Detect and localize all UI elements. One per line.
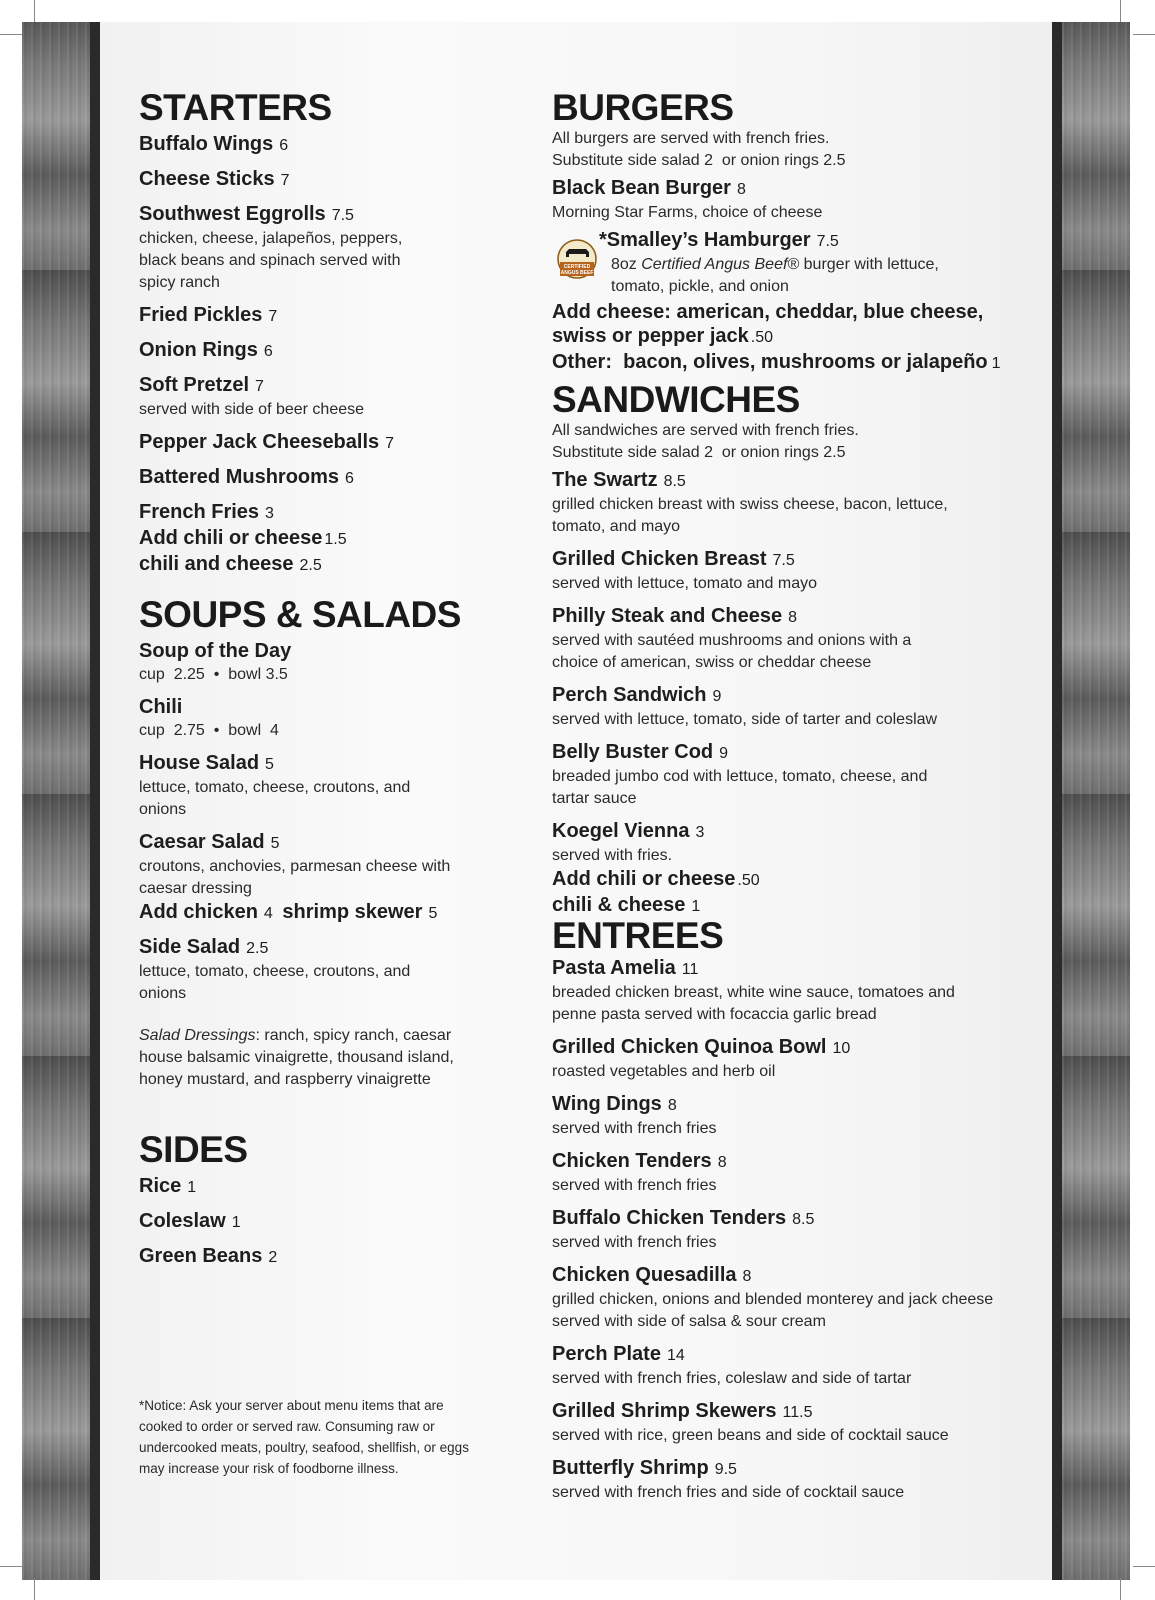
- item-price: 5: [265, 756, 274, 773]
- menu-item: [552, 1456, 1012, 1504]
- item-description: grilled chicken breast with swiss cheese, bacon, lettuce, tomato, and mayo: [552, 496, 948, 535]
- item-description: grilled chicken, onions and blended monterey and jack cheese served with side of salsa & sour cream: [552, 1291, 994, 1330]
- item-price: 1: [231, 1214, 241, 1231]
- item-description: served with french fries, coleslaw and side of tartar: [552, 1370, 912, 1387]
- item-description: served with french fries: [552, 1177, 717, 1194]
- item-description: served with french fries: [552, 1120, 717, 1137]
- item-description: served with side of beer cheese: [139, 401, 365, 418]
- item-description: [599, 254, 971, 298]
- menu-item: [552, 1206, 1012, 1254]
- section-note: Substitute side salad 2 or onion rings 2.5: [552, 444, 846, 461]
- item-price: 11: [681, 961, 699, 978]
- item-name: Side Salad: [139, 936, 241, 958]
- menu-item: [552, 819, 1012, 867]
- item-name: Coleslaw: [139, 1210, 226, 1232]
- section-title: BURGERS: [552, 87, 734, 128]
- item-name: Buffalo Wings: [139, 133, 274, 155]
- item-description: cup 2.75 • bowl 4: [139, 722, 279, 739]
- item-description: chicken, cheese, jalapeños, peppers, black beans and spinach served with spicy ranch: [139, 230, 403, 291]
- item-description: cup 2.25 • bowl 3.5: [139, 666, 288, 683]
- menu-item: [552, 604, 1012, 674]
- item-name: Belly Buster Cod: [552, 741, 714, 763]
- addon-label: chili and cheese: [139, 553, 294, 575]
- section-note: All sandwiches are served with french fries.: [552, 422, 859, 439]
- item-description: served with fries.: [552, 847, 673, 864]
- crop-mark: [34, 1578, 35, 1600]
- sandwiches-list: [552, 468, 1012, 867]
- addon-price: 5: [428, 905, 438, 922]
- addon-price: 4: [263, 905, 273, 922]
- food-safety-notice: *Notice: Ask your server about menu items that are cooked to order or served raw. Consuming raw or undercooked meats, poultry, seafood, shellfish, or eggs may increase your risk of foodborne illness.: [139, 1398, 469, 1476]
- item-price: 6: [279, 137, 289, 154]
- menu-item: [139, 695, 509, 742]
- item-price: 7: [268, 308, 278, 325]
- crop-mark: [1133, 1566, 1155, 1567]
- item-price: 8: [736, 181, 746, 198]
- item-price: 6: [345, 470, 354, 487]
- item-description: served with rice, green beans and side of cocktail sauce: [552, 1427, 949, 1444]
- item-price: 8: [667, 1097, 677, 1114]
- sides-section: [139, 1130, 509, 1270]
- item-price: 9: [719, 745, 729, 762]
- menu-item: [139, 167, 509, 193]
- menu-item: [139, 830, 509, 926]
- item-price: 1: [187, 1179, 197, 1196]
- item-name: Chicken Tenders: [552, 1150, 712, 1172]
- addon-price: .50: [750, 329, 774, 346]
- item-price: 10: [832, 1040, 851, 1057]
- add-on: [139, 526, 509, 552]
- item-price: 7.5: [816, 233, 839, 250]
- salad-dressings: [139, 1025, 489, 1091]
- item-name: Soup of the Day: [139, 640, 292, 662]
- menu-item: [139, 500, 509, 526]
- wood-panel-left: [22, 22, 90, 1580]
- item-price: 7: [385, 435, 395, 452]
- menu-item: [139, 1174, 509, 1200]
- item-description: served with lettuce, tomato and mayo: [552, 575, 818, 592]
- item-price: 9.5: [714, 1461, 737, 1478]
- addon-price: 1: [991, 355, 1001, 372]
- crop-mark: [1120, 1578, 1121, 1600]
- dressings-label: Salad Dressings: [139, 1027, 256, 1044]
- item-name: Grilled Shrimp Skewers: [552, 1400, 777, 1422]
- item-name: Chicken Quesadilla: [552, 1264, 737, 1286]
- menu-item: [552, 176, 1012, 224]
- item-name: Perch Sandwich: [552, 684, 707, 706]
- item-name: Southwest Eggrolls: [139, 203, 326, 225]
- item-name: Battered Mushrooms: [139, 466, 340, 488]
- starters-list: [139, 132, 509, 526]
- add-on: [552, 350, 1012, 376]
- menu-item: [139, 430, 509, 456]
- section-title: ENTREES: [552, 915, 724, 956]
- section-title: SANDWICHES: [552, 379, 800, 420]
- addon-price: 1: [691, 898, 701, 915]
- addon-price: 2.5: [299, 557, 322, 574]
- item-description: lettuce, tomato, cheese, croutons, and onions: [139, 963, 411, 1002]
- svg-text:CERTIFIED: CERTIFIED: [563, 264, 591, 270]
- menu-item: [139, 465, 509, 491]
- menu-item: [552, 1342, 1012, 1390]
- item-description: Morning Star Farms, choice of cheese: [552, 204, 823, 221]
- menu-item: [552, 547, 1012, 595]
- item-price: 14: [666, 1347, 685, 1364]
- item-description: roasted vegetables and herb oil: [552, 1063, 776, 1080]
- item-name: Rice: [139, 1175, 182, 1197]
- item-name: Butterfly Shrimp: [552, 1457, 709, 1479]
- menu-item: [139, 935, 509, 1005]
- item-description: served with french fries and side of cocktail sauce: [552, 1484, 905, 1501]
- menu-item: [139, 132, 509, 158]
- item-name: Koegel Vienna: [552, 820, 690, 842]
- menu-item: [139, 303, 509, 329]
- crop-mark: [0, 1566, 22, 1567]
- item-name: French Fries: [139, 501, 260, 523]
- item-price: 8: [742, 1268, 752, 1285]
- section-title: SIDES: [139, 1129, 248, 1170]
- wood-panel-right: [1062, 22, 1130, 1580]
- add-on: [552, 300, 1002, 350]
- item-name: Pepper Jack Cheeseballs: [139, 431, 380, 453]
- menu-item: [139, 1244, 509, 1270]
- entrees-section: [552, 916, 1012, 1504]
- item-name: Chili: [139, 696, 183, 718]
- item-description: lettuce, tomato, cheese, croutons, and onions: [139, 779, 411, 818]
- menu-item: [552, 1263, 1012, 1333]
- menu-item: [552, 228, 1012, 298]
- item-price: 5: [270, 835, 280, 852]
- menu-item: [139, 1209, 509, 1235]
- svg-text:ANGUS BEEF: ANGUS BEEF: [560, 270, 594, 276]
- item-price: 7: [280, 172, 290, 189]
- item-name: Caesar Salad: [139, 831, 265, 853]
- item-description: croutons, anchovies, parmesan cheese with caesar dressing: [139, 858, 451, 897]
- dark-border-right: [1052, 22, 1062, 1580]
- item-price: 8: [717, 1154, 727, 1171]
- item-description: breaded jumbo cod with lettuce, tomato, cheese, and tartar sauce: [552, 768, 928, 807]
- item-name: Pasta Amelia: [552, 957, 676, 979]
- add-on: [552, 867, 1012, 893]
- item-price: 3: [695, 824, 705, 841]
- item-price: 2.5: [246, 940, 269, 957]
- item-price: 9: [712, 688, 722, 705]
- item-name: Fried Pickles: [139, 304, 263, 326]
- menu-item: [552, 1149, 1012, 1197]
- item-name: The Swartz: [552, 469, 658, 491]
- item-price: 3: [265, 505, 274, 522]
- soups-salads-section: [139, 595, 509, 1091]
- certified-angus-beef-logo: [557, 235, 597, 287]
- item-description: breaded chicken breast, white wine sauce, tomatoes and penne pasta served with focaccia garlic bread: [552, 984, 955, 1023]
- item-price: 8.5: [663, 473, 686, 490]
- item-description: served with lettuce, tomato, side of tarter and coleslaw: [552, 711, 938, 728]
- menu-item: [552, 1035, 1012, 1083]
- addon-label: Add chicken: [139, 901, 258, 923]
- menu-item: [552, 956, 1012, 1026]
- menu-item: [139, 639, 509, 686]
- menu-item: [552, 1399, 1012, 1447]
- menu-item: [552, 468, 1012, 538]
- add-on: [139, 552, 509, 578]
- addon-label: Other: bacon, olives, mushrooms or jalapeño: [552, 351, 988, 373]
- desc-prefix: 8oz: [611, 256, 642, 273]
- addon-label: Add cheese: american, cheddar, blue cheese, swiss or pepper jack: [552, 301, 984, 347]
- menu-item: [552, 683, 1012, 731]
- sides-list: [139, 1174, 509, 1270]
- desc-rest: burger with lettuce, tomato, pickle, and onion: [611, 256, 939, 295]
- section-title: STARTERS: [139, 87, 332, 128]
- menu-item: [139, 202, 509, 294]
- menu-item: [139, 338, 509, 364]
- item-description: served with sautéed mushrooms and onions with a choice of american, swiss or cheddar cheese: [552, 632, 912, 671]
- crop-mark: [34, 0, 35, 22]
- item-name: Soft Pretzel: [139, 374, 250, 396]
- item-name: Perch Plate: [552, 1343, 661, 1365]
- menu-item: [139, 373, 509, 421]
- addon-label: Add chili or cheese: [139, 527, 323, 549]
- item-name: *Smalley’s Hamburger: [599, 229, 811, 251]
- item-price: 7.5: [772, 552, 795, 569]
- crop-mark: [1120, 0, 1121, 22]
- dark-border-left: [90, 22, 100, 1580]
- addon-label: chili & cheese: [552, 894, 686, 916]
- item-name: Cheese Sticks: [139, 168, 275, 190]
- item-name: Grilled Chicken Quinoa Bowl: [552, 1036, 827, 1058]
- item-price: 11.5: [782, 1404, 813, 1421]
- item-price: 2: [268, 1249, 278, 1266]
- item-price: 8.5: [792, 1211, 815, 1228]
- item-price: 8: [788, 609, 798, 626]
- item-name: Philly Steak and Cheese: [552, 605, 783, 627]
- burgers-section: [552, 88, 1012, 376]
- addon-label: Add chili or cheese: [552, 868, 736, 890]
- crop-mark: [1133, 34, 1155, 35]
- item-price: 7: [255, 378, 264, 395]
- addon-price: .50: [737, 872, 760, 889]
- starters-section: [139, 88, 509, 578]
- entrees-list: [552, 956, 1012, 1504]
- item-name: Onion Rings: [139, 339, 258, 361]
- item-name: House Salad: [139, 752, 260, 774]
- item-name: Wing Dings: [552, 1093, 662, 1115]
- item-name: Buffalo Chicken Tenders: [552, 1207, 787, 1229]
- menu-item: [139, 751, 509, 821]
- item-name: Green Beans: [139, 1245, 263, 1267]
- sandwiches-section: [552, 380, 1012, 919]
- menu-item: [552, 740, 1012, 810]
- dressings-list: : ranch, spicy ranch, caesar house balsamic vinaigrette, thousand island, honey mustard, and raspberry vinaigrette: [139, 1027, 454, 1088]
- section-note: Substitute side salad 2 or onion rings 2.5: [552, 152, 846, 169]
- item-description: served with french fries: [552, 1234, 717, 1251]
- section-note: All burgers are served with french fries.: [552, 130, 830, 147]
- item-price: 7.5: [331, 207, 354, 224]
- item-name: Grilled Chicken Breast: [552, 548, 767, 570]
- crop-mark: [0, 34, 22, 35]
- section-title: SOUPS & SALADS: [139, 594, 461, 635]
- item-price: 6: [263, 343, 273, 360]
- addon-price: 1.5: [324, 531, 347, 548]
- item-name: Black Bean Burger: [552, 177, 731, 199]
- addon-label: shrimp skewer: [282, 901, 423, 923]
- add-on: [139, 900, 509, 926]
- menu-item: [552, 1092, 1012, 1140]
- brand-name: Certified Angus Beef®: [641, 256, 800, 273]
